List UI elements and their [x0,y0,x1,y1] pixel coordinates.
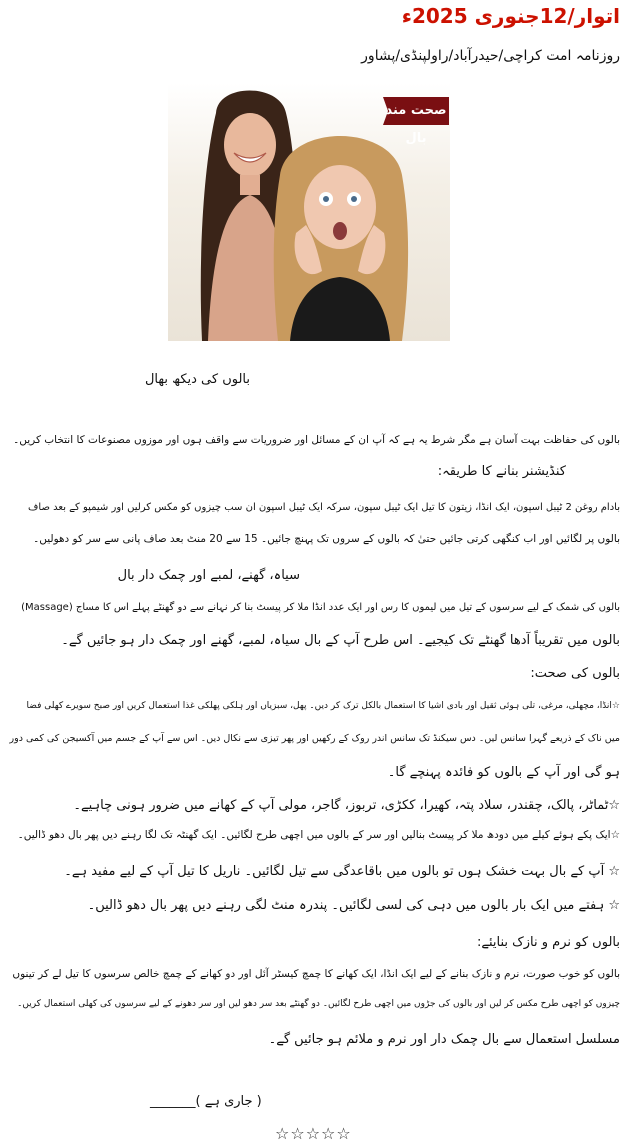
continued-note: ( جاری ہے )_______ [150,1094,262,1109]
section-heading: سیاہ، گھنے، لمبے اور چمک دار بال [117,568,300,583]
body-line: چیزوں کو اچھی طرح مکس کر لیں اور بالوں کی جڑوں میں اچھی طرح لگائیں۔ دو گھنٹے بعد سر دھو لیں اور سر دھونے کے لیے سرسوں کی کھلی استعمال کریں۔ [17,999,620,1009]
section-badge [383,97,449,146]
body-line: ☆ٹماٹر، پالک، چقندر، سلاد پتہ، کھیرا، ککڑی، تربوز، گاجر، مولی آپ کے کھانے میں ضرور ہونی چاہیے۔ [73,798,620,813]
body-line: ☆ ہفتے میں ایک بار بالوں میں دہی کی لسی لگائیں۔ پندرہ منٹ لگی رہنے دیں پھر بال دھو ڈالیں۔ [87,898,620,913]
body-line: مسلسل استعمال سے بال چمک دار اور نرم و ملائم ہو جائیں گے۔ [268,1032,620,1047]
body-line: بالوں میں تقریباً آدھا گھنٹے تک کیجیے۔ اس طرح آپ کے بال سیاہ، لمبے، گھنے اور چمک دار ہو جائیں گے۔ [61,633,620,648]
section-heading: بالوں کی صحت: [530,666,620,681]
section-heading: کنڈیشنر بنانے کا طریقہ: [437,464,566,479]
body-line: بادام روغن 2 ٹیبل اسپون، ایک انڈا، زیتون کا تیل ایک ٹیبل سپون، سرکہ ایک ٹیبل اسپون ان سب چیزوں کو مکس کرلیں اور شیمپو کے بعد صاف [28,502,620,513]
section-heading: بالوں کو نرم و نازک بنایئے: [476,935,620,950]
body-line: ☆انڈا، مچھلی، مرغی، تلی ہوئی ثقیل اور بادی اشیا کا استعمال بالکل ترک کر دیں۔ پھل، سبزیاں اور ہلکی پھلکی غذا استعمال کریں اور صبح سویرے کھلی فضا [26,701,620,711]
body-line: ☆ایک پکے ہوئے کیلے میں دودھ ملا کر پیسٹ بنالیں اور سر کے بالوں میں اچھی طرح لگائیں۔ ایک گھنٹہ تک لگا رہنے دیں پھر بال دھو ڈالیں۔ [17,829,620,841]
body-line: بالوں کی حفاظت بہت آسان ہے مگر شرط یہ ہے کہ آپ ان کے مسائل اور ضروریات سے واقف ہوں اور موزوں مصنوعات کا انتخاب کریں۔ [13,434,620,446]
section-badge-label: صحت مند بال [385,103,447,146]
body-line: بالوں کی شمک کے لیے سرسوں کے تیل میں لیموں کا رس اور ایک عدد انڈا ملا کر پیسٹ بنا کر نہانے سے دو گھنٹے پہلے اس کا مساج (Massage) [21,602,620,613]
article-title: بالوں کی دیکھ بھال [144,372,250,387]
body-line: ہو گی اور آپ کے بالوں کو فائدہ پہنچے گا۔ [387,765,620,780]
body-line: بالوں پر لگائیں اور اب کنگھی کرتی جائیں حتیٰ کہ بالوں کے سروں تک پہنچ جائیں۔ 15 سے 20 منٹ بعد صاف پانی سے سر کو دھولیں۔ [33,533,620,545]
end-stars: ☆☆☆☆☆ [275,1124,352,1143]
issue-date: اتوار/12جنوری 2025ء [401,4,620,28]
body-line: بالوں کو خوب صورت، نرم و نازک بنانے کے لیے ایک انڈا، ایک کھانے کا چمچ کیسٹر آئل اور دو کھانے کے چمچ خالص سرسوں کا تیل لے کر تینوں [12,968,620,980]
body-line: میں ناک کے ذریعے گہرا سانس لیں۔ دس سیکنڈ تک سانس اندر روک کے رکھیں اور پھر تیزی سے نکال دیں۔ اس سے آپ کے جسم میں آکسیجن کی کمی دور [9,733,620,744]
body-line: ☆ آپ کے بال بہت خشک ہوں تو بالوں میں باقاعدگی سے تیل لگائیں۔ ناریل کا تیل آپ کے لیے مفید ہے۔ [64,864,620,879]
publication-list: روزنامہ امت کراچی/حیدرآباد/راولپنڈی/پشاور [361,48,620,64]
